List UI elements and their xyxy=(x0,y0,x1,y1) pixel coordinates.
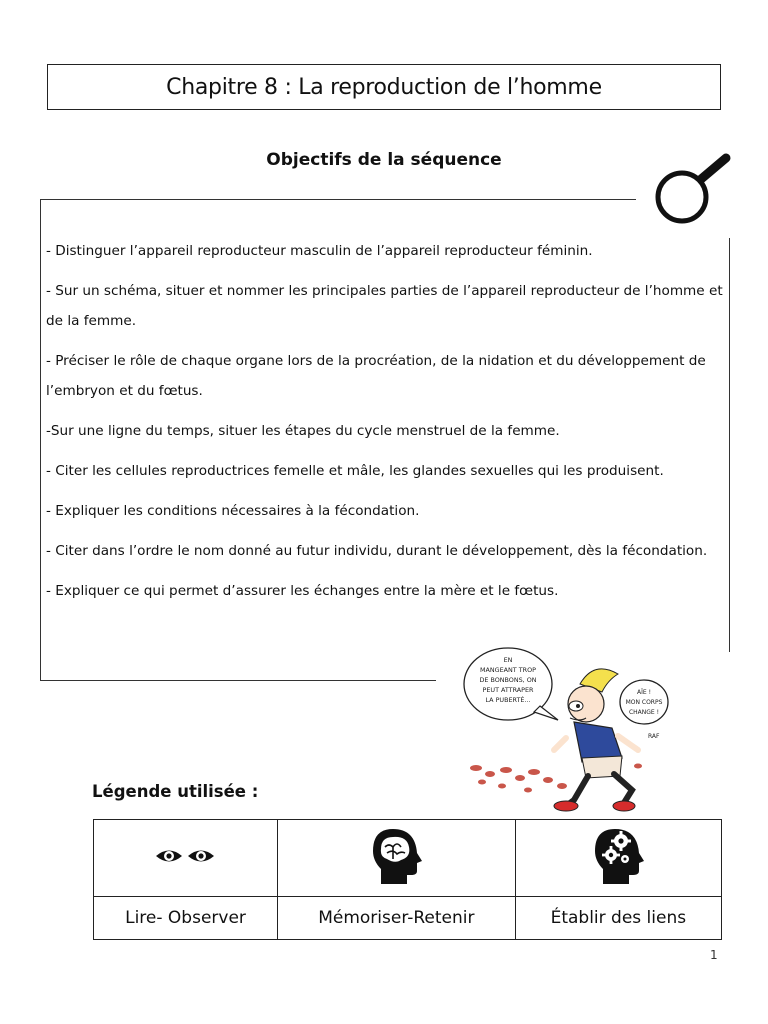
objective-item: - Sur un schéma, situer et nommer les principales parties de l’appareil reproducteur de l’homme et de la femme. xyxy=(46,283,723,329)
frame-line-bottom xyxy=(40,680,436,681)
gears-head-icon xyxy=(591,827,645,885)
cartoon-signature: RAF xyxy=(648,733,660,740)
legend-label-link: Établir des liens xyxy=(515,897,721,940)
legend-table xyxy=(93,819,722,940)
legend-icon-cell xyxy=(515,820,721,897)
objective-item: - Citer dans l’ordre le nom donné au futur individu, durant le développement, dès la fécondation. xyxy=(46,543,708,559)
speech-left-line: LA PUBERTÉ... xyxy=(485,696,531,704)
eyes-icon xyxy=(153,844,219,868)
section-heading: Objectifs de la séquence xyxy=(266,150,502,170)
legend-label-read: Lire- Observer xyxy=(94,897,278,940)
speech-left-line: MANGEANT TROP xyxy=(480,666,536,674)
objective-item: -Sur une ligne du temps, situer les étapes du cycle menstruel de la femme. xyxy=(46,423,560,439)
objectives-list xyxy=(46,236,724,616)
legend-label: Légende utilisée : xyxy=(92,782,259,801)
page-title: Chapitre 8 : La reproduction de l’homme xyxy=(166,74,602,100)
frame-line-right xyxy=(729,238,730,652)
page-number: 1 xyxy=(710,948,718,962)
magnifier-icon xyxy=(650,150,734,230)
speech-left-line: EN xyxy=(503,656,513,664)
objective-item: - Citer les cellules reproductrices femelle et mâle, les glandes sexuelles qui les produisent. xyxy=(46,463,664,479)
speech-right-line: CHANGE ! xyxy=(628,709,660,716)
objective-item: - Expliquer ce qui permet d’assurer les échanges entre la mère et le fœtus. xyxy=(46,583,559,599)
objective-item: - Préciser le rôle de chaque organe lors de la procréation, de la nidation et du développement de l’embryon et du fœtus. xyxy=(46,353,706,399)
frame-line-top xyxy=(40,199,636,200)
title-box xyxy=(47,64,721,110)
speech-right-line: MON CORPS xyxy=(625,699,663,706)
legend-labels-row xyxy=(94,897,722,940)
objective-item: - Distinguer l’appareil reproducteur masculin de l’appareil reproducteur féminin. xyxy=(46,243,593,259)
frame-line-left xyxy=(40,199,41,680)
cartoon-illustration xyxy=(462,640,684,812)
speech-left-line: PEUT ATTRAPER xyxy=(482,686,534,694)
speech-left-line: DE BONBONS, ON xyxy=(479,676,537,684)
legend-icon-cell xyxy=(278,820,516,897)
legend-label-memorize: Mémoriser-Retenir xyxy=(278,897,516,940)
legend-icons-row xyxy=(94,820,722,897)
objective-item: - Expliquer les conditions nécessaires à la fécondation. xyxy=(46,503,420,519)
legend-icon-cell xyxy=(94,820,278,897)
brain-head-icon xyxy=(369,827,423,885)
speech-right-line: AÏE ! xyxy=(637,689,651,696)
